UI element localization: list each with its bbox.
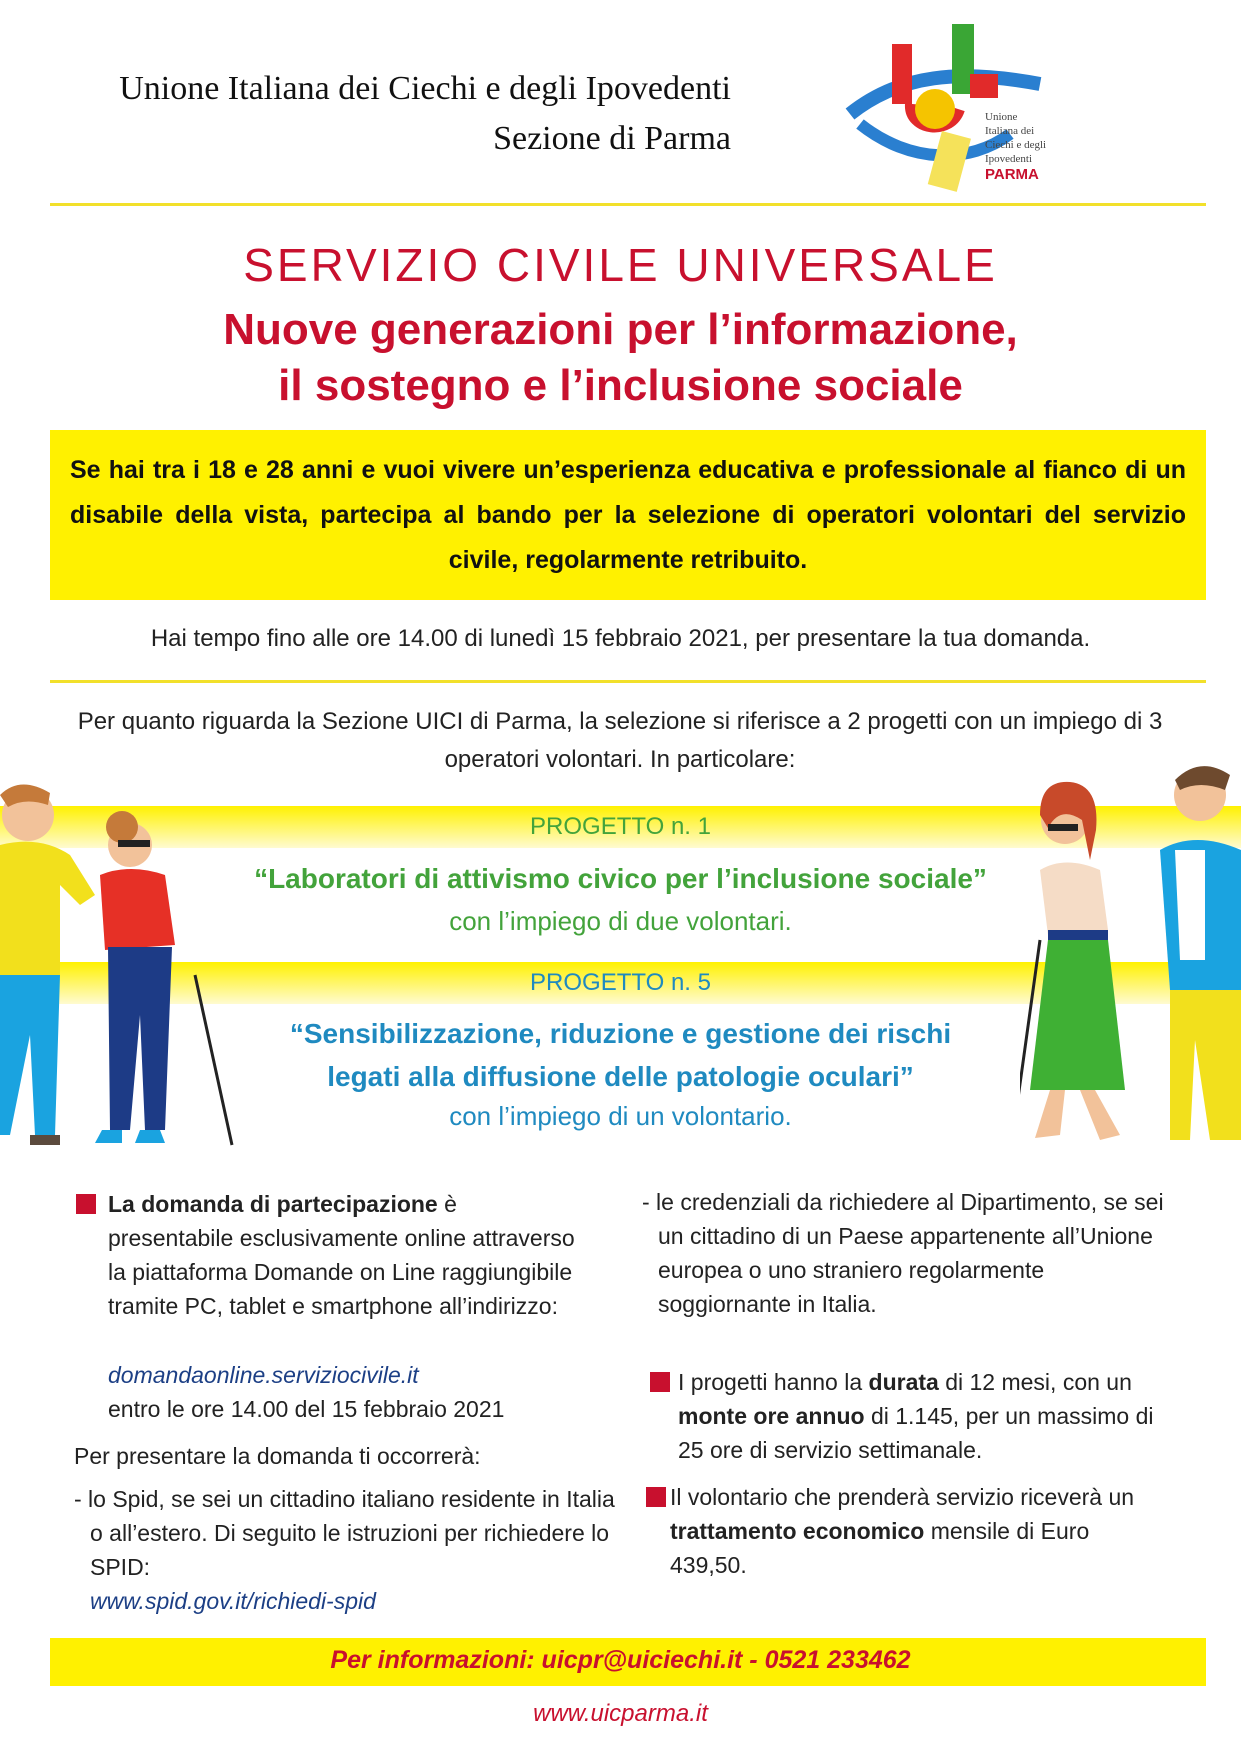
project-5-title-line: “Sensibilizzazione, riduzione e gestione dei rischi: [289, 1018, 952, 1049]
deadline-text: Hai tempo fino alle ore 14.00 di lunedì 15 febbraio 2021, per presentare la tua domanda.: [150, 625, 1091, 652]
project-5-label: PROGETTO n. 5: [530, 969, 711, 996]
bullet-square: [646, 1487, 666, 1507]
logo-text-line: Unione: [985, 111, 1018, 123]
durata-paragraph: [678, 1365, 1178, 1467]
monte-ore-bold: monte ore annuo: [678, 1403, 865, 1429]
page-headline: [0, 302, 1241, 414]
header-divider: [50, 203, 1206, 206]
project-1-title: “Laboratori di attivismo civico per l’inclusione sociale”: [254, 863, 987, 894]
highlight-text: Se hai tra i 18 e 28 anni e vuoi vivere un’esperienza educativa e professionale al fianco di un disabile della vista, partecipa al bando per la selezione di operatori volontari del servizio civile, regolarmente retribuito.: [70, 456, 1186, 574]
domanda-paragraph: [108, 1187, 578, 1323]
bullet-square: [76, 1194, 96, 1214]
logo-city: PARMA: [985, 166, 1039, 183]
trattamento-paragraph: [670, 1480, 1170, 1582]
section-note: Per quanto riguarda la Sezione UICI di Parma, la selezione si riferisce a 2 progetti con un impiego di 3 operatori volontari. In particolare:: [77, 708, 1163, 773]
durata-text: di 1.145, per un massimo di 25 ore di servizio settimanale.: [678, 1403, 1154, 1463]
headline-line: Nuove generazioni per l’informazione,: [223, 305, 1018, 354]
trattamento-bold: trattamento economico: [670, 1518, 925, 1544]
logo-text-line: Ipovedenti: [985, 153, 1033, 165]
domanda-deadline: entro le ore 14.00 del 15 febbraio 2021: [108, 1396, 505, 1422]
spid-link[interactable]: www.spid.gov.it/richiedi-spid: [90, 1588, 376, 1614]
need-intro: Per presentare la domanda ti occorrerà:: [74, 1443, 481, 1469]
project-1-volunteers: con l’impiego di due volontari.: [449, 906, 792, 936]
credentials-text: - le credenziali da richiedere al Dipartimento, se sei un cittadino di un Paese appartenente all’Unione europea o uno straniero regolarmente soggiornante in Italia.: [642, 1189, 1164, 1317]
headline-line: il sostegno e l’inclusione sociale: [278, 361, 963, 410]
domanda-text: è presentabile esclusivamente online attraverso la piattaforma Domande on Line raggiungibile tramite PC, tablet e smartphone all’indirizzo:: [108, 1191, 575, 1319]
org-section: Sezione di Parma: [493, 120, 731, 157]
trattamento-text: mensile di Euro 439,50.: [670, 1518, 1090, 1578]
domanda-link[interactable]: domandaonline.serviziocivile.it: [108, 1362, 419, 1388]
people-illustration-right: [1020, 760, 1241, 1150]
logo-text-line: Ciechi e degli: [985, 139, 1047, 151]
durata-text: di 12 mesi, con un: [938, 1369, 1132, 1395]
contact-info[interactable]: Per informazioni: uicpr@uiciechi.it - 0521 233462: [330, 1646, 911, 1674]
project-1-label: PROGETTO n. 1: [530, 813, 711, 840]
logo-text: [985, 110, 1046, 182]
spid-text: - lo Spid, se sei un cittadino italiano residente in Italia o all’estero. Di seguito le istruzioni per richiedere lo SPID:: [74, 1486, 615, 1580]
project-5-volunteers: con l’impiego di un volontario.: [449, 1101, 792, 1131]
project-5-title-line: legati alla diffusione delle patologie oculari”: [327, 1061, 914, 1092]
durata-bold: durata: [868, 1369, 939, 1395]
trattamento-text: Il volontario che prenderà servizio riceverà un: [670, 1484, 1135, 1510]
domanda-bold: La domanda di partecipazione: [108, 1191, 438, 1217]
service-kicker: SERVIZIO CIVILE UNIVERSALE: [243, 239, 998, 291]
people-illustration-left: [0, 775, 240, 1155]
section-divider: [50, 680, 1206, 683]
logo-text-line: Italiana dei: [985, 125, 1035, 137]
org-name: Unione Italiana dei Ciechi e degli Ipovedenti: [119, 70, 731, 107]
website-link[interactable]: www.uicparma.it: [533, 1700, 708, 1727]
durata-text: I progetti hanno la: [678, 1369, 869, 1395]
bullet-square: [650, 1372, 670, 1392]
